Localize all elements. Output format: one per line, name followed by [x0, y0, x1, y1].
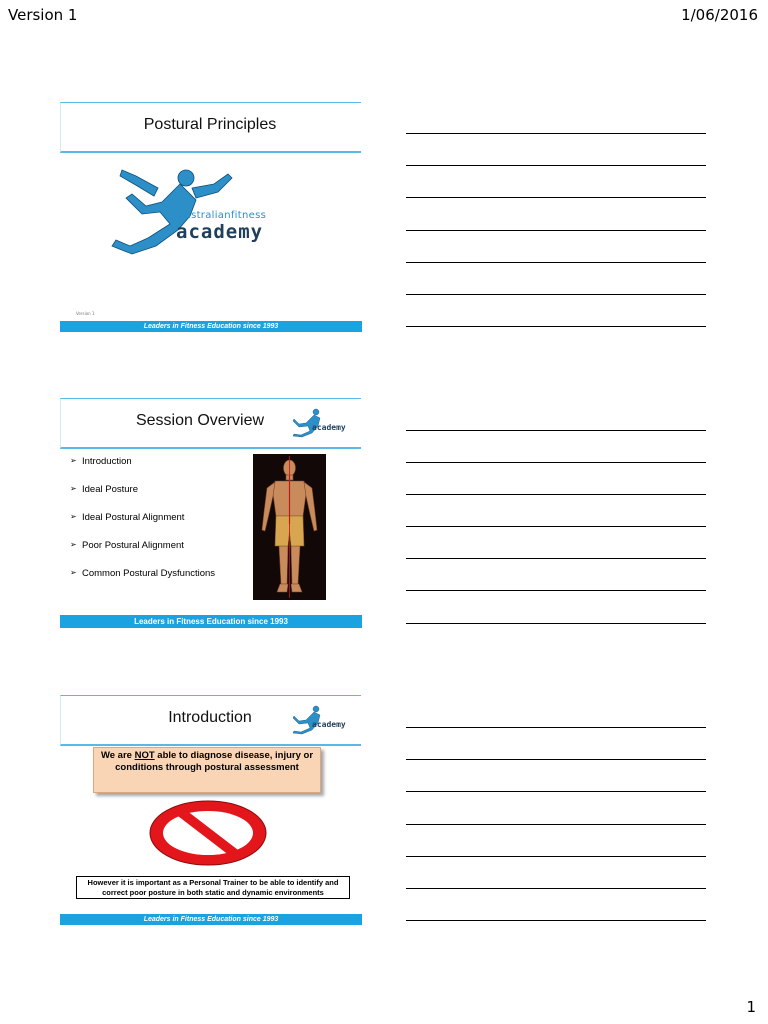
- slide-footer: Leaders in Fitness Education since 1993: [60, 321, 362, 332]
- warning-text-pre: We are: [100, 750, 135, 761]
- warning-text-post: able to diagnose disease, injury or conditions through postural assessment: [115, 750, 314, 773]
- warning-callout: [93, 747, 321, 793]
- anatomy-posture-image: [253, 454, 326, 600]
- list-item: ➢ Introduction: [70, 456, 215, 484]
- overview-bullet-list: [70, 456, 215, 596]
- slide-postural-principles: [60, 102, 362, 332]
- header-version: Version 1: [8, 6, 78, 24]
- list-item: ➢ Common Postural Dysfunctions: [70, 568, 215, 596]
- slide-session-overview: [60, 398, 362, 628]
- australian-fitness-academy-logo: [96, 164, 312, 260]
- slide-version-small: Version 1: [76, 311, 95, 316]
- slide-title: Introduction: [168, 709, 252, 726]
- logo-text-line1: australianfitness: [178, 210, 267, 221]
- header-date: 1/06/2016: [681, 6, 758, 24]
- slide-title: Session Overview: [135, 412, 265, 429]
- academy-logo-small: [290, 703, 356, 735]
- list-item: ➢ Poor Postural Alignment: [70, 540, 215, 568]
- slide-introduction: [60, 695, 362, 925]
- slide-footer: Leaders in Fitness Education since 1993: [60, 914, 362, 925]
- academy-logo-small: [290, 406, 356, 438]
- page-number: 1: [746, 998, 756, 1016]
- logo-small-text: academy: [312, 423, 346, 432]
- prohibition-sign-icon: [146, 797, 270, 869]
- list-item: ➢ Ideal Postural Alignment: [70, 512, 215, 540]
- list-item: ➢ Ideal Posture: [70, 484, 215, 512]
- slide-footer: Leaders in Fitness Education since 1993: [60, 615, 362, 628]
- slide-title: Postural Principles: [143, 116, 277, 133]
- logo-text-line2: academy: [176, 221, 264, 243]
- logo-small-text: academy: [312, 720, 346, 729]
- trainer-note-box: However it is important as a Personal Trainer to be able to identify and correct poor posture in both static and dynamic environments: [76, 876, 350, 899]
- warning-text-not: NOT: [134, 750, 155, 761]
